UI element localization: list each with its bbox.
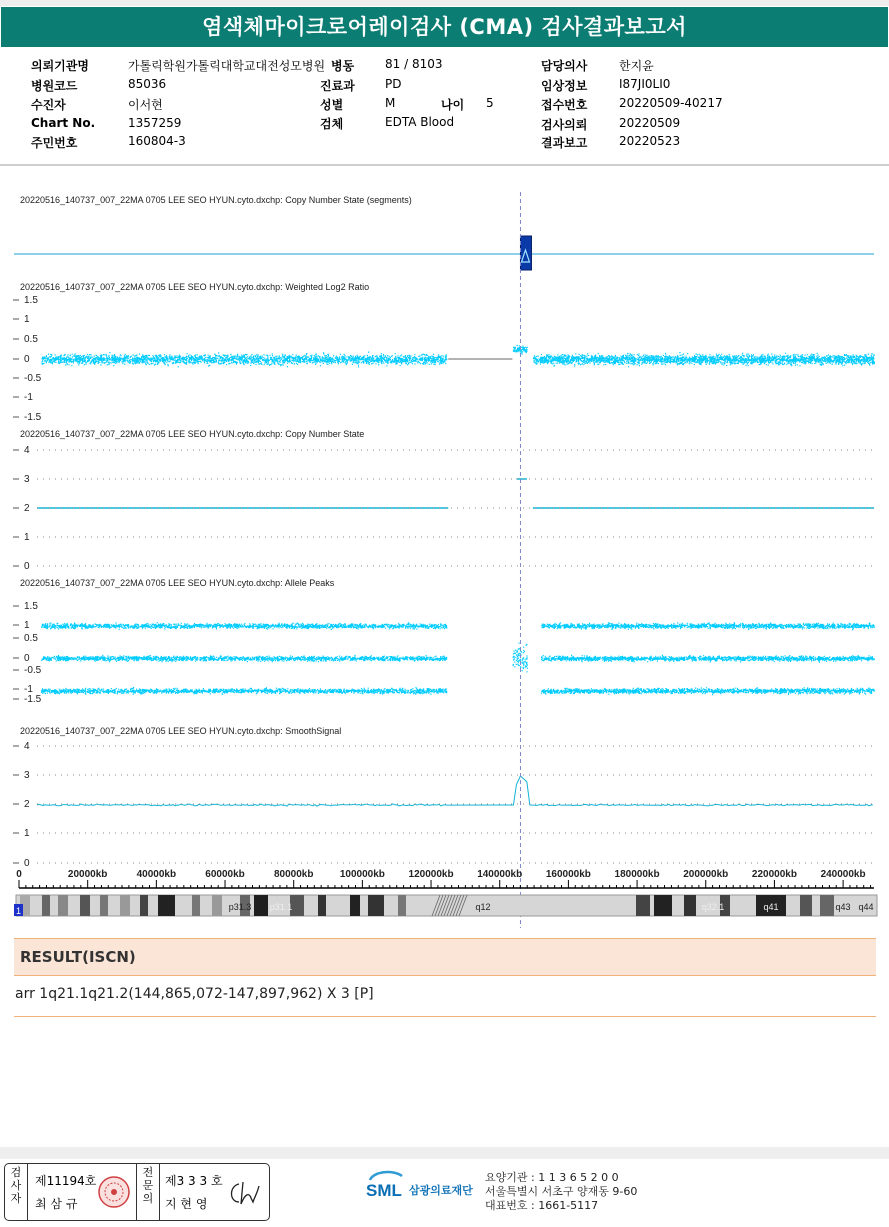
band-label: q44: [858, 902, 874, 912]
y-tick-label: 4: [24, 741, 30, 752]
result-divider: [14, 1016, 876, 1017]
result-iscn: arr 1q21.1q21.2(144,865,072-147,897,962) X 3 [P]: [15, 986, 374, 1002]
ideogram-band: [58, 895, 68, 916]
allele-peaks-p: [41, 622, 447, 630]
department-label: 진료과: [320, 79, 355, 93]
y-tick-label: 0: [24, 354, 30, 365]
ideogram-band: [120, 895, 130, 916]
report-date-value: 20220523: [619, 134, 681, 148]
lab-line-3: 대표번호 : 1661-5117: [485, 1199, 599, 1212]
chromosome-number: 1: [16, 906, 22, 916]
sex-label: 성별: [320, 98, 344, 112]
y-tick-label: 0: [24, 858, 30, 869]
panel-title: 20220516_140737_007_22MA 0705 LEE SEO HYUN.cyto.dxchp: Copy Number State: [20, 429, 365, 439]
report-date-label: 결과보고: [541, 136, 588, 150]
y-tick-label: -0.5: [24, 373, 42, 384]
footer-separator: [0, 1147, 889, 1159]
x-tick-label: 200000kb: [683, 869, 729, 880]
y-tick-label: 0: [24, 653, 30, 664]
lab-line-1: 요양기관 : 1 1 3 6 5 2 0 0: [485, 1171, 619, 1184]
sex-value: M: [385, 96, 396, 110]
log2-ratio-points-q: [533, 352, 875, 367]
ideogram-band: [254, 895, 268, 916]
ideogram-band: [684, 895, 696, 916]
result-header: [14, 938, 876, 976]
specimen-value: EDTA Blood: [385, 115, 455, 129]
x-tick-label: 80000kb: [273, 869, 314, 880]
allele-peaks-q: [541, 622, 875, 630]
ideogram-band: [80, 895, 90, 916]
plot-overlay-layer: [13, 192, 877, 928]
report-title: 염색체마이크로어레이검사 (CMA) 검사결과보고서: [1, 7, 888, 47]
receipt-label: 접수번호: [541, 98, 588, 112]
request-date-label: 검사의뢰: [541, 118, 588, 132]
y-tick-label: 1.5: [24, 601, 38, 612]
doctor-name: 지 현 영: [165, 1197, 208, 1211]
x-tick-label: 0: [16, 869, 22, 880]
chart-value: 1357259: [128, 116, 182, 130]
band-label: q12: [475, 902, 491, 912]
allele-peaks-p: [41, 687, 447, 695]
ideogram-band: [192, 895, 200, 916]
ideogram-band: [212, 895, 222, 916]
patient-label: 수진자: [31, 98, 66, 112]
institution-value: 가톨릭학원가톨릭대학교대전성모병원: [128, 59, 326, 73]
ideogram-band: [350, 895, 360, 916]
ideogram-band: [42, 895, 50, 916]
id-value: 160804-3: [128, 134, 186, 148]
plot-data-layer: [14, 236, 875, 806]
y-tick-label: 2: [24, 503, 30, 514]
ideogram-band: [820, 895, 834, 916]
panel-title: 20220516_140737_007_22MA 0705 LEE SEO HYUN.cyto.dxchp: SmoothSignal: [20, 726, 342, 736]
y-tick-label: 0: [24, 561, 30, 572]
lab-name: 삼광의료재단: [409, 1184, 473, 1197]
hospital-code-value: 85036: [128, 77, 167, 91]
lab-address: [485, 1171, 637, 1213]
request-date-value: 20220509: [619, 116, 681, 130]
sml-logo-icon: [366, 1170, 478, 1210]
ideogram-band: [140, 895, 148, 916]
clinical-value: I87JI0LI0: [619, 77, 671, 91]
y-tick-label: 1: [24, 532, 30, 543]
band-label: q32.1: [701, 902, 725, 912]
doctor-license: 제3 3 3 호: [165, 1174, 223, 1188]
y-tick-label: 3: [24, 474, 30, 485]
band-label: p31.1: [269, 902, 293, 912]
x-tick-label: 20000kb: [67, 869, 108, 880]
smooth-signal-line: [37, 776, 873, 806]
allele-peaks-p: [41, 655, 447, 663]
clinical-label: 임상정보: [541, 79, 588, 93]
x-tick-label: 60000kb: [205, 869, 245, 880]
sml-logo: [366, 1170, 478, 1214]
band-label: q41: [763, 902, 779, 912]
y-tick-label: -1.5: [24, 412, 42, 423]
ideogram-band: [158, 895, 175, 916]
receipt-value: 20220509-40217: [619, 96, 723, 110]
ideogram-band: [318, 895, 326, 916]
panel-title: 20220516_140737_007_22MA 0705 LEE SEO HYUN.cyto.dxchp: Allele Peaks: [20, 578, 335, 588]
tester-label-cell: [5, 1164, 28, 1220]
ward-value: 81 / 8103: [385, 57, 443, 71]
log2-ratio-points-p: [41, 352, 447, 368]
y-tick-label: 3: [24, 770, 30, 781]
age-value: 5: [486, 96, 494, 110]
tester-seal-icon: [97, 1175, 131, 1209]
tester-label: 검사자: [10, 1166, 22, 1205]
y-tick-label: 4: [24, 445, 30, 456]
panel-title: 20220516_140737_007_22MA 0705 LEE SEO HYUN.cyto.dxchp: Weighted Log2 Ratio: [20, 282, 370, 292]
lab-line-2: 서울특별시 서초구 양재동 9-60: [485, 1185, 638, 1198]
x-tick-label: 220000kb: [751, 869, 797, 880]
y-tick-label: -1: [24, 684, 33, 695]
ideogram-band: [800, 895, 812, 916]
ward-label: 병동: [331, 59, 355, 73]
signature-box: [4, 1163, 270, 1221]
hospital-code-label: 병원코드: [31, 79, 78, 93]
ideogram-band: [636, 895, 650, 916]
patient-value: 이서현: [128, 98, 163, 112]
y-tick-label: -0.5: [24, 665, 42, 676]
y-tick-label: 2: [24, 799, 30, 810]
doctor-label-cell: [137, 1164, 160, 1220]
x-tick-label: 140000kb: [477, 869, 523, 880]
y-tick-label: 0.5: [24, 633, 38, 644]
y-tick-label: 1: [24, 314, 30, 325]
band-label: q43: [835, 902, 851, 912]
department-value: PD: [385, 77, 402, 91]
cnv-plot: [0, 168, 889, 932]
doctor-signature-icon: [225, 1176, 265, 1208]
doctor-label: 전문의: [142, 1166, 154, 1205]
doctor-value: 한지윤: [619, 59, 654, 73]
y-tick-label: -1.5: [24, 694, 42, 705]
x-tick-label: 180000kb: [614, 869, 660, 880]
tester-license: 제11194호: [35, 1174, 97, 1188]
allele-peaks-q: [541, 687, 875, 695]
doctor-label: 담당의사: [541, 59, 588, 73]
y-tick-label: 0.5: [24, 334, 38, 345]
ideogram-band: [398, 895, 406, 916]
age-label: 나이: [441, 98, 465, 112]
x-tick-label: 100000kb: [339, 869, 385, 880]
cnv-plot-svg: [0, 168, 889, 928]
ideogram-band: [654, 895, 672, 916]
chart-label: Chart No.: [31, 116, 96, 130]
x-tick-label: 160000kb: [545, 869, 591, 880]
institution-label: 의뢰기관명: [31, 59, 89, 73]
sml-logo-text: SML: [366, 1181, 402, 1200]
y-tick-label: 1.5: [24, 295, 38, 306]
x-tick-label: 40000kb: [136, 869, 177, 880]
y-tick-label: 1: [24, 620, 30, 631]
band-label: p31.3: [228, 902, 252, 912]
y-tick-label: -1: [24, 392, 33, 403]
y-tick-label: 1: [24, 828, 30, 839]
id-label: 주민번호: [31, 136, 78, 150]
ideogram-band: [100, 895, 108, 916]
panel-title: 20220516_140737_007_22MA 0705 LEE SEO HYUN.cyto.dxchp: Copy Number State (segments): [20, 195, 412, 205]
tester-name: 최 삼 규: [35, 1197, 78, 1211]
result-title: RESULT(ISCN): [20, 948, 136, 966]
header-separator: [0, 164, 889, 166]
x-tick-label: 120000kb: [408, 869, 454, 880]
top-border: [0, 0, 889, 6]
specimen-label: 검체: [320, 117, 344, 131]
ideogram-band: [368, 895, 384, 916]
x-tick-label: 240000kb: [820, 869, 866, 880]
allele-peaks-q: [541, 655, 875, 663]
